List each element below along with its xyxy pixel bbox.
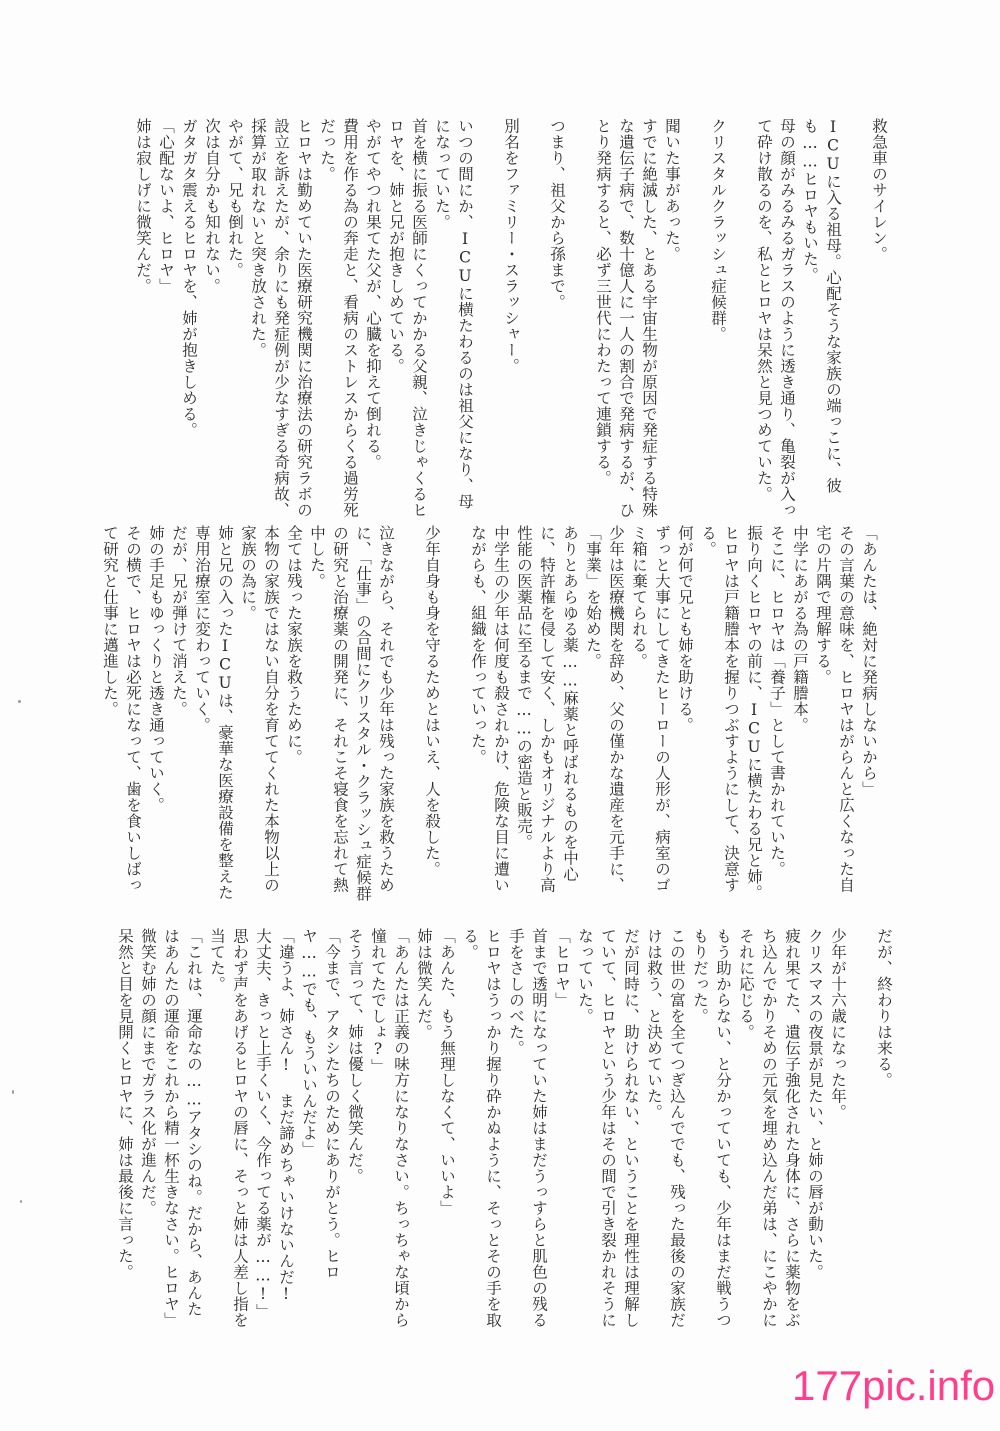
paragraph: やがてやつれ果てた父が、心臓を抑えて倒れる。 [364, 118, 382, 470]
paragraph: クリスタルクラッシュ症候群。 [709, 118, 727, 342]
paragraph: 何が何で兄とも姉を助ける。 [676, 525, 694, 733]
paragraph: ヒロヤは勤めていた医療研究機関に治療法の研究ラボの設立を訴えたが、余りにも発症例が少なすぎる奇病故、採算が取れないと突き放された。 [249, 118, 313, 518]
paragraph: 次は自分かも知れない。 [203, 118, 221, 294]
paragraph: ICUに入る祖母。心配そうな家族の端っこに、彼も……ヒロヤもいた。 [801, 118, 842, 494]
paragraph: 振り向くヒロヤの前に、ICUに横たわる兄と姉。 [745, 525, 763, 901]
paragraph: 「あんたは正義の味方になりなさい。ちっちゃな頃から憧れてたでしょ?」 [369, 928, 410, 1328]
paragraph: 首を横に振る医師にくってかかる父親、泣きじゃくるヒロヤを、姉と兄が抱きしめている。 [387, 118, 428, 518]
paragraph: 少年は医療機関を辞め、父の僅かな遺産を元手に、「事業」を始めた。 [584, 525, 625, 893]
paragraph: 中学生の少年は何度も殺されかけ、危険な目に遭いながらも、組織を作っていった。 [469, 525, 510, 893]
paragraph: ヒロヤは戸籍謄本を握りつぶすようにして、決意する。 [699, 525, 740, 893]
paragraph: 中学にあがる為の戸籍謄本。 [791, 525, 809, 733]
paragraph: 「違うよ、姉さん! まだ諦めちゃいけないんだ! 大丈夫、きっと上手くいく、今作ってる薬が……!」 [254, 928, 295, 1320]
paragraph: この世の富を全てつぎ込んででも、残った最後の家族だけは救う、と決めていた。 [645, 928, 686, 1328]
paragraph: 少年が十六歳になった年。 [829, 928, 847, 1120]
paragraph: 姉は寂しげに微笑んだ。 [134, 118, 152, 294]
paragraph: だが同時に、助けられない、ということを理性は理解していて、ヒロヤという少年はその間で引き裂かれそうになっていた。 [576, 928, 640, 1328]
paragraph: だが、終わりは来る。 [875, 928, 893, 1088]
paragraph: 全ては残った家族を救うために。 [285, 525, 303, 765]
paragraph: そう言って、姉は優しく微笑んだ。 [346, 928, 364, 1184]
paragraph: つまり、祖父から孫まで。 [548, 118, 566, 310]
paragraph: 「ヒロヤ」 [553, 928, 571, 1008]
paragraph-gap [849, 928, 872, 1328]
watermark-text: 177pic.info [792, 1362, 996, 1409]
paragraph: ヒロヤはうっかり握り砕かぬように、そっとその手を取る。 [461, 928, 502, 1328]
scan-speck [20, 1200, 22, 1203]
text-block-middle [101, 525, 880, 907]
paragraph: 姉と兄の入ったICUは、豪華な医療設備を整えた専用治療室に変わっていく。 [193, 525, 234, 901]
paragraph: 「これは、運命なの……アタシのね。だから、あんたはあんたの運命をこれから精一杯生きなさい。ヒロヤ」 [162, 928, 203, 1328]
paragraph: クリスマスの夜景が見たい、と姉の唇が動いた。 [806, 928, 824, 1280]
paragraph: 「あんたは、絶対に発病しないから」 [860, 525, 878, 797]
paragraph: 姉は微笑んだ。 [415, 928, 433, 1040]
paragraph: 本物の家族ではない自分を育ててくれた本物以上の家族の為に。 [239, 525, 280, 893]
paragraph: やがて、兄も倒れた。 [226, 118, 244, 278]
paragraph-gap [476, 118, 499, 518]
paragraph-gap [568, 118, 591, 518]
scan-speck [18, 700, 21, 703]
paragraph: そこに、ヒロヤは「養子」として書かれていた。 [768, 525, 786, 877]
paragraph-gap [522, 118, 545, 518]
scan-speck [12, 1090, 14, 1094]
paragraph: 泣きながら、それでも少年は残った家族を救うために、「仕事」の合間にクリスタル・クラッシュ症候群の研究と治療薬の開発に、それこそ寝食を忘れて熱中した。 [308, 525, 395, 902]
paragraph: 「心配ないよ、ヒロヤ」 [157, 118, 175, 294]
paragraph: 「今まで、アタシたちのためにありがとう。ヒロヤ……でも、もういいんだよ」 [300, 928, 341, 1280]
text-block-bottom [105, 928, 895, 1328]
paragraph: 聞いた事があった。 [663, 118, 681, 262]
paragraph: その横で、ヒロヤは必死になって、歯を食いしばって研究と仕事に邁進した。 [101, 525, 142, 893]
paragraph: 費用を作る為の奔走と、看病のストレスからくる過労死だった。 [318, 118, 359, 518]
paragraph: 疲れ果てた、遺伝子強化された身体に、さらに薬物をぶち込んでかりそめの元気を埋め込んだ弟は、にこやかにそれに応じる。 [737, 928, 801, 1328]
paragraph: ありとあらゆる薬……麻薬と呼ばれるものを中心に、特許権を侵して安く、しかもオリジナルより高性能の医薬品に至るまで……の密造と販売。 [515, 525, 579, 893]
paragraph: すでに絶滅した、とある宇宙生物が原因で発症する特殊な遺伝子病で、数十億人に一人の割合で発病するが、ひとり発病すると、必ず三世代にわたって連鎖する。 [594, 118, 658, 518]
paragraph: いつの間にか、ICUに横たわるのは祖父になり、母になっていた。 [433, 118, 474, 510]
paragraph: 母の顔がみるみるガラスのように透き通り、亀裂が入って砕け散るのを、私とヒロヤは呆然と見つめていた。 [755, 118, 796, 518]
paragraph: ガタガタ震えるヒロヤを、姉が抱きしめる。 [180, 118, 198, 438]
paragraph: 救急車のサイレン。 [870, 118, 888, 262]
paragraph: 姉の手足もゆっくりと透き通っていく。 [147, 525, 165, 813]
paragraph: ずっと大事にしてきたヒーローの人形が、病室のゴミ箱に棄てられる。 [630, 525, 671, 893]
paragraph: 呆然と目を見開くヒロヤに、姉は最後に言った。 [116, 928, 134, 1280]
paragraph: その言葉の意味を、ヒロヤはがらんと広くなった自宅の片隅で理解する。 [814, 525, 855, 893]
paragraph-gap [443, 525, 466, 907]
paragraph-gap [729, 118, 752, 518]
paragraph-gap [844, 118, 867, 518]
paragraph: 少年自身も身を守るためとはいえ、人を殺した。 [423, 525, 441, 877]
text-block-top [100, 118, 890, 518]
paragraph: 「あんた、もう無理しなくて、いいよ」 [438, 928, 456, 1216]
paragraph: 別名をファミリー・スラッシャー。 [502, 118, 520, 374]
paragraph: 思わず声をあげるヒロヤの唇に、そっと姉は人差し指を当てた。 [208, 928, 249, 1328]
paragraph: 首まで透明になっていた姉はまだうっすらと肌色の残る手をさしのべた。 [507, 928, 548, 1328]
paragraph-gap [397, 525, 420, 907]
paragraph: だが、兄が弾けて消えた。 [170, 525, 188, 717]
paragraph-gap [683, 118, 706, 518]
paragraph: 微笑む姉の顔にまでガラス化が進んだ。 [139, 928, 157, 1216]
paragraph: もう助からない、と分かっていても、少年はまだ戦うつもりだった。 [691, 928, 732, 1328]
